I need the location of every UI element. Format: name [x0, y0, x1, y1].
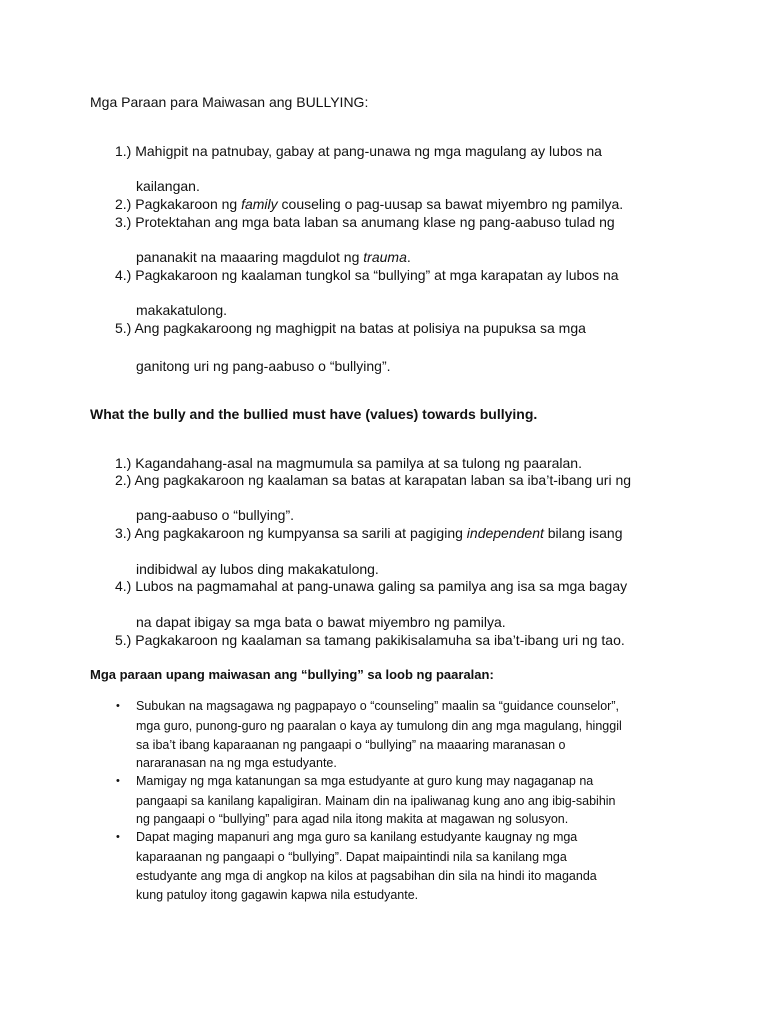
bullet-text-line: Dapat maging mapanuri ang mga guro sa kanilang estudyante kaugnay ng mga [136, 830, 578, 844]
list-item-continuation: pang-aabuso o “bullying”. [136, 507, 294, 523]
list-item: 2.) Ang pagkakaroon ng kaalaman sa batas at karapatan laban sa iba’t-ibang uri ng [115, 472, 632, 488]
list-item-continuation: na dapat ibigay sa mga bata o bawat miyembro ng pamilya. [136, 614, 506, 630]
bullet-text-line: nararanasan na ng mga estudyante. [136, 756, 337, 770]
list-item-continuation: kailangan. [136, 178, 200, 194]
bullet-text-line: pangaapi sa kanilang kapaligiran. Mainam din na ipaliwanag kung ano ang ibig-sabihin [136, 794, 616, 808]
list-item: 1.) Mahigpit na patnubay, gabay at pang-unawa ng mga magulang ay lubos na [115, 143, 602, 159]
list-item-continuation: pananakit na maaaring magdulot ng trauma. [136, 249, 411, 265]
bullet-text-line: ng pangaapi o “bullying” para agad nila itong makita at magawan ng solusyon. [136, 812, 569, 826]
bullet-text-line: mga guro, punong-guro ng paaralan o kaya ay tumulong din ang mga magulang, hinggil [136, 719, 622, 733]
section3-title: Mga paraan upang maiwasan ang “bullying” sa loob ng paaralan: [90, 667, 494, 682]
bullet-marker: • [116, 700, 120, 712]
section2-title: What the bully and the bullied must have (values) towards bullying. [90, 406, 538, 422]
list-item: 5.) Pagkakaroon ng kaalaman sa tamang pakikisalamuha sa iba’t-ibang uri ng tao. [115, 632, 625, 648]
bullet-marker: • [116, 831, 120, 843]
list-item: 4.) Pagkakaroon ng kaalaman tungkol sa “bullying” at mga karapatan ay lubos na [115, 267, 619, 283]
list-item-continuation: ganitong uri ng pang-aabuso o “bullying”. [136, 358, 391, 374]
bullet-text-line: kaparaanan ng pangaapi o “bullying”. Dapat maipaintindi nila sa kanilang mga [136, 850, 567, 864]
bullet-marker: • [116, 775, 120, 787]
list-item: 3.) Protektahan ang mga bata laban sa anumang klase ng pang-aabuso tulad ng [115, 214, 615, 230]
list-item: 2.) Pagkakaroon ng family couseling o pag-uusap sa bawat miyembro ng pamilya. [115, 196, 624, 212]
bullet-text-line: Mamigay ng mga katanungan sa mga estudyante at guro kung may nagaganap na [136, 774, 594, 788]
list-item: 4.) Lubos na pagmamahal at pang-unawa galing sa pamilya ang isa sa mga bagay [115, 578, 628, 594]
list-item-continuation: indibidwal ay lubos ding makakatulong. [136, 561, 379, 577]
list-item: 3.) Ang pagkakaroon ng kumpyansa sa sarili at pagiging independent bilang isang [115, 525, 623, 541]
bullet-text-line: estudyante ang mga di angkop na kilos at pagsabihan din sila na hindi ito maganda [136, 869, 597, 883]
bullet-text-line: sa iba’t ibang kaparaanan ng pangaapi o “bullying” na maaaring maranasan o [136, 738, 566, 752]
list-item: 1.) Kagandahang-asal na magmumula sa pamilya at sa tulong ng paaralan. [115, 455, 582, 471]
section1-title: Mga Paraan para Maiwasan ang BULLYING: [90, 94, 369, 110]
bullet-text-line: Subukan na magsagawa ng pagpapayo o “counseling” maalin sa “guidance counselor”, [136, 699, 619, 713]
list-item-continuation: makakatulong. [136, 302, 228, 318]
bullet-text-line: kung patuloy itong gagawin kapwa nila estudyante. [136, 888, 419, 902]
list-item: 5.) Ang pagkakaroong ng maghigpit na batas at polisiya na pupuksa sa mga [115, 320, 586, 336]
